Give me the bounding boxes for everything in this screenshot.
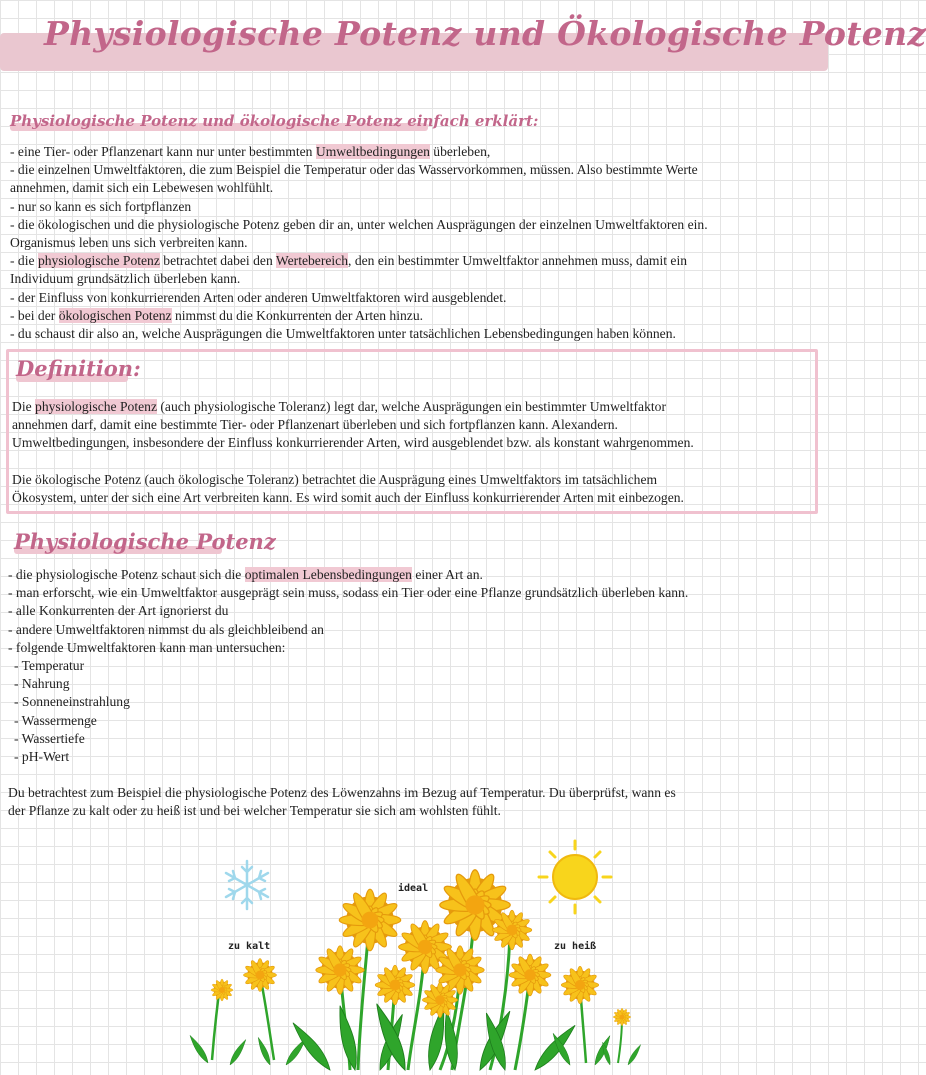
list-item: - Wassermenge xyxy=(14,712,97,728)
text-line: - folgende Umweltfaktoren kann man untersuchen: xyxy=(8,639,286,655)
text-line: - du schaust dir also an, welche Ausprägungen die Umweltfaktoren unter tatsächlichen Lebensbedingungen haben können. xyxy=(10,326,676,342)
text-line: - die physiologische Potenz schaut sich die optimalen Lebensbedingungen einer Art an. xyxy=(8,567,483,582)
list-item: - Wassertiefe xyxy=(14,730,85,746)
section-heading-intro: Physiologische Potenz und ökologische Potenz einfach erklärt: xyxy=(10,112,539,130)
text-line: - nur so kann es sich fortpflanzen xyxy=(10,198,192,214)
text-line: - die ökologischen und die physiologische Potenz geben dir an, unter welchen Ausprägungen der einzelnen Umweltfaktoren ein. xyxy=(10,216,708,232)
intro-text xyxy=(10,143,708,343)
text-line: Die physiologische Potenz (auch physiologische Toleranz) legt dar, welche Ausprägungen ein bestimmter Umweltfaktor xyxy=(12,399,666,414)
text-line: - bei der ökologischen Potenz nimmst du die Konkurrenten der Arten hinzu. xyxy=(10,307,424,323)
definition-heading: Definition: xyxy=(16,356,141,381)
text-line: annehmen darf, damit eine bestimmte Tier- oder Pflanzenart überleben und sich fortpflanzen kann. Alexandern. xyxy=(12,417,618,433)
text-line: - der Einfluss von konkurrierenden Arten oder anderen Umweltfaktoren wird ausgeblendet. xyxy=(10,289,507,305)
text-line: - alle Konkurrenten der Art ignorierst du xyxy=(8,603,229,619)
label-too-hot: zu heiß xyxy=(554,941,597,952)
illustration-canvas xyxy=(190,835,650,1070)
text-line: Organismus leben uns sich verbreiten kann. xyxy=(10,235,248,251)
text-line: - die einzelnen Umweltfaktoren, die zum Beispiel die Temperatur oder das Wasservorkommen, müssen. Also bestimmte Werte xyxy=(10,162,698,178)
snowflake-icon xyxy=(226,861,268,909)
text-line: annehmen, damit sich ein Lebewesen wohlfühlt. xyxy=(10,180,274,196)
text-line: Individuum grundsätzlich überleben kann. xyxy=(10,271,241,287)
dandelion-illustration xyxy=(190,835,650,1070)
text-line: - man erforscht, wie ein Umweltfaktor ausgeprägt sein muss, sodass ein Tier oder eine Pflanze grundsätzlich überleben kann. xyxy=(8,585,689,601)
dandelion-icon xyxy=(288,870,578,1074)
text-line: Ökosystem, unter der sich eine Art verbreiten kann. Es wird somit auch der Einfluss konkurrierender Arten mit einbezogen. xyxy=(12,489,684,505)
text-line: Die ökologische Potenz (auch ökologische Toleranz) betrachtet die Ausprägung eines Umweltfaktors im tatsächlichem xyxy=(12,471,658,487)
factor-list xyxy=(8,657,688,766)
text-line: - die physiologische Potenz betrachtet dabei den Wertebereich, den ein bestimmter Umweltfaktor annehmen muss, damit ein xyxy=(10,253,688,269)
list-item: - Nahrung xyxy=(14,676,70,692)
text-line: - andere Umweltfaktoren nimmst du als gleichbleibend an xyxy=(8,621,324,637)
page-title: Physiologische Potenz und Ökologische Potenz xyxy=(44,14,926,53)
list-item: - Temperatur xyxy=(14,658,85,674)
dandelion-icon xyxy=(550,966,643,1066)
physiological-text xyxy=(8,566,688,821)
list-item: - Sonneneinstrahlung xyxy=(14,694,130,710)
label-too-cold: zu kalt xyxy=(228,941,271,952)
text-line: - eine Tier- oder Pflanzenart kann nur unter bestimmten Umweltbedingungen überleben, xyxy=(10,144,491,159)
text-line: Du betrachtest zum Beispiel die physiologische Potenz des Löwenzahns im Bezug auf Temperatur. Du überprüfst, wann es xyxy=(8,785,676,801)
section-heading-physiological: Physiologische Potenz xyxy=(14,529,276,554)
list-item: - pH-Wert xyxy=(14,749,70,765)
text-line: der Pflanze zu kalt oder zu heiß ist und bei welcher Temperatur sie sich am wohlsten fühlt. xyxy=(8,803,501,819)
text-line: Umweltbedingungen, insbesondere der Einfluss konkurrierender Arten, wird ausgeblendet bzw. als konstant wahrgenommen. xyxy=(12,435,694,451)
label-ideal: ideal xyxy=(398,883,429,894)
definition-text xyxy=(12,398,694,507)
sun-icon xyxy=(539,841,611,913)
dandelion-icon xyxy=(187,959,308,1067)
